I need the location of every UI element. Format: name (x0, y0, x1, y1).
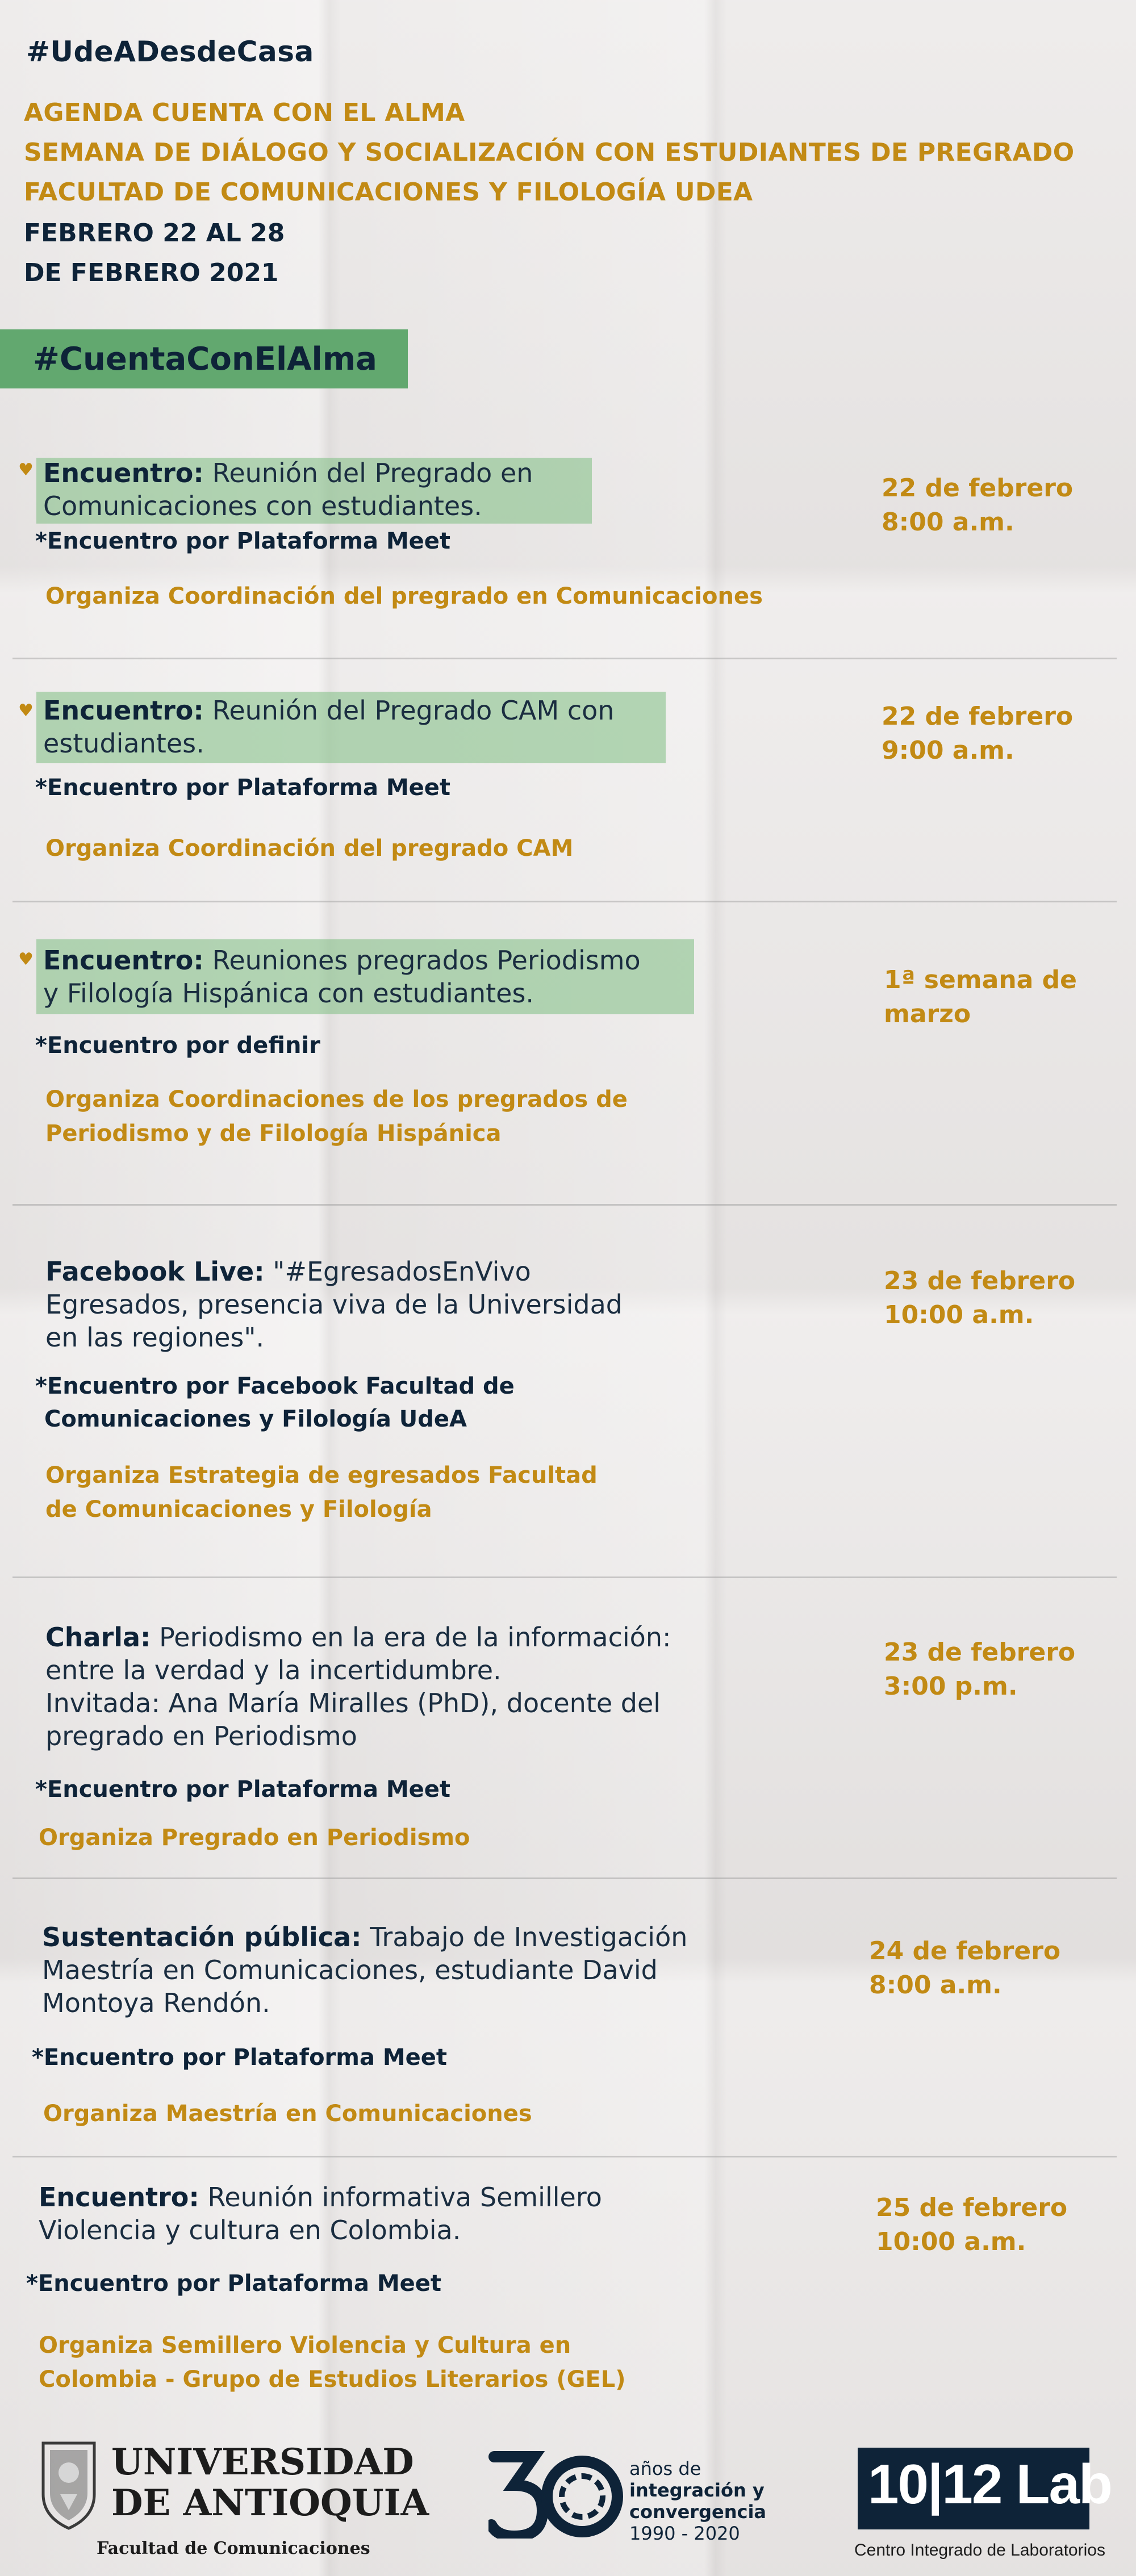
header-agenda-title: AGENDA CUENTA CON EL ALMA (24, 98, 465, 127)
heart-icon: ♥ (18, 460, 34, 480)
event-date-day: 23 de febrero (884, 1638, 1076, 1667)
event-date (869, 1934, 1060, 2002)
event-platform: *Encuentro por Plataforma Meet (35, 528, 451, 554)
divider (12, 2156, 1117, 2157)
university-name-line2: DE ANTIOQUIA (111, 2482, 429, 2524)
event-type: Encuentro: (43, 945, 204, 976)
event-organizer-line: Organiza Estrategia de egresados Facultad (45, 1462, 598, 1488)
event-title-line: Trabajo de Investigación (370, 1922, 688, 1952)
event-type: Encuentro: (43, 695, 204, 726)
campaign-hashtag: #CuentaConElAlma (33, 341, 377, 378)
event-organizer: Organiza Coordinación del pregrado CAM (45, 835, 574, 862)
divider (12, 1877, 1117, 1879)
event-platform: *Encuentro por definir (35, 1032, 320, 1059)
divider (12, 1204, 1117, 1206)
event-date-day: 24 de febrero (869, 1937, 1061, 1966)
event-title-line: Montoya Rendón. (42, 1988, 270, 2018)
header-date-range: FEBRERO 22 AL 28 (24, 219, 285, 248)
event-date-time: 8:00 a.m. (869, 1971, 1002, 2000)
event-type: Facebook Live: (45, 1256, 265, 1287)
header-semana-title: SEMANA DE DIÁLOGO Y SOCIALIZACIÓN CON ESTUDIANTES DE PREGRADO (24, 138, 1075, 167)
event-organizer (45, 1458, 598, 1527)
event-title-line: Egresados, presencia viva de la Universidad (45, 1289, 623, 1320)
divider (12, 901, 1117, 902)
divider (12, 658, 1117, 659)
event-date-day: 22 de febrero (882, 702, 1074, 731)
event-date (884, 1264, 1075, 1332)
anniversary-line: integración y (629, 2479, 765, 2501)
event-title-line: Reuniones pregrados Periodismo (212, 945, 641, 976)
lab-logo-text: 10|12 Lab (868, 2453, 1112, 2515)
event-platform (35, 1370, 515, 1436)
event-organizer (39, 2328, 626, 2397)
event-date (876, 2191, 1067, 2259)
event-type: Encuentro: (39, 2182, 199, 2213)
event-organizer-line: Organiza Semillero Violencia y Cultura en (39, 2332, 571, 2358)
event-organizer-line: Organiza Coordinaciones de los pregrados de (45, 1086, 628, 1113)
event-organizer: Organiza Pregrado en Periodismo (39, 1825, 470, 1851)
event-platform: *Encuentro por Plataforma Meet (35, 1776, 451, 1803)
event-platform: *Encuentro por Plataforma Meet (35, 775, 451, 801)
event-title (43, 457, 533, 522)
anniversary-line: convergencia (629, 2501, 766, 2523)
event-organizer-line: Periodismo y de Filología Hispánica (45, 1120, 502, 1147)
anniversary-line: años de (629, 2458, 701, 2479)
event-organizer-line: de Comunicaciones y Filología (45, 1496, 432, 1523)
event-title-line: Maestría en Comunicaciones, estudiante David (42, 1955, 658, 1985)
event-date-day: 1ª semana de (884, 965, 1077, 994)
event-date-time: 3:00 p.m. (884, 1672, 1018, 1701)
event-type: Charla: (45, 1622, 151, 1653)
event-date-day: 23 de febrero (884, 1266, 1076, 1295)
thirty-years-logo-icon (488, 2445, 625, 2539)
event-date-time: 10:00 a.m. (884, 1300, 1034, 1329)
event-title (42, 1921, 687, 2019)
event-title-line: Violencia y cultura en Colombia. (39, 2215, 461, 2245)
lab-subtitle: Centro Integrado de Laboratorios (854, 2541, 1105, 2560)
event-date-time: 9:00 a.m. (882, 736, 1014, 765)
event-date (882, 700, 1073, 768)
header-date-year: DE FEBRERO 2021 (24, 258, 279, 287)
event-title-line: Comunicaciones con estudiantes. (43, 491, 482, 521)
event-title (43, 694, 614, 760)
event-title-line: y Filología Hispánica con estudiantes. (43, 978, 534, 1009)
event-title-line: Reunión del Pregrado en (212, 458, 533, 488)
heart-icon: ♥ (18, 950, 34, 969)
anniversary-text (629, 2458, 766, 2544)
event-platform: *Encuentro por Plataforma Meet (32, 2044, 448, 2071)
event-title-line: "#EgresadosEnVivo (273, 1256, 531, 1287)
event-date-day: 22 de febrero (882, 474, 1074, 503)
event-title (45, 1621, 671, 1753)
event-organizer-line: Colombia - Grupo de Estudios Literarios (GEL) (39, 2366, 626, 2393)
hashtag-udea-desde-casa: #UdeADesdeCasa (26, 35, 314, 68)
event-organizer: Organiza Coordinación del pregrado en Comunicaciones (45, 583, 763, 609)
event-title-line: Reunión del Pregrado CAM con (212, 695, 615, 726)
event-date-time: marzo (884, 1000, 971, 1028)
event-title (43, 944, 641, 1010)
event-organizer: Organiza Maestría en Comunicaciones (43, 2101, 532, 2127)
event-platform-line: Comunicaciones y Filología UdeA (44, 1406, 467, 1432)
event-title-line: entre la verdad y la incertidumbre. (45, 1655, 502, 1686)
event-platform-line: *Encuentro por Facebook Facultad de (35, 1373, 515, 1399)
university-emblem-icon (37, 2437, 100, 2533)
header-facultad-title: FACULTAD DE COMUNICACIONES Y FILOLOGÍA UDEA (24, 178, 753, 207)
event-title-line: Reunión informativa Semillero (207, 2182, 602, 2213)
event-title (39, 2181, 602, 2247)
event-title-line: estudiantes. (43, 728, 204, 759)
event-date-time: 8:00 a.m. (882, 508, 1014, 537)
event-type: Encuentro: (43, 458, 204, 488)
event-organizer (45, 1082, 628, 1151)
event-date-day: 25 de febrero (876, 2193, 1068, 2222)
event-title-line: Periodismo en la era de la información: (159, 1622, 671, 1653)
event-title-line: en las regiones". (45, 1322, 265, 1353)
event-title (45, 1255, 623, 1354)
faculty-subtitle: Facultad de Comunicaciones (97, 2539, 370, 2558)
divider (12, 1576, 1117, 1578)
event-date (884, 963, 1077, 1031)
heart-icon: ♥ (18, 701, 34, 721)
event-title-line: pregrado en Periodismo (45, 1721, 357, 1751)
event-date (882, 471, 1073, 540)
event-platform: *Encuentro por Plataforma Meet (26, 2270, 442, 2297)
event-date-time: 10:00 a.m. (876, 2227, 1026, 2256)
university-name-line1: UNIVERSIDAD (111, 2441, 414, 2483)
event-date (884, 1636, 1075, 1704)
event-type: Sustentación pública: (42, 1922, 362, 1952)
anniversary-line: 1990 - 2020 (629, 2523, 740, 2544)
event-title-line: Invitada: Ana María Miralles (PhD), docente del (45, 1688, 661, 1718)
